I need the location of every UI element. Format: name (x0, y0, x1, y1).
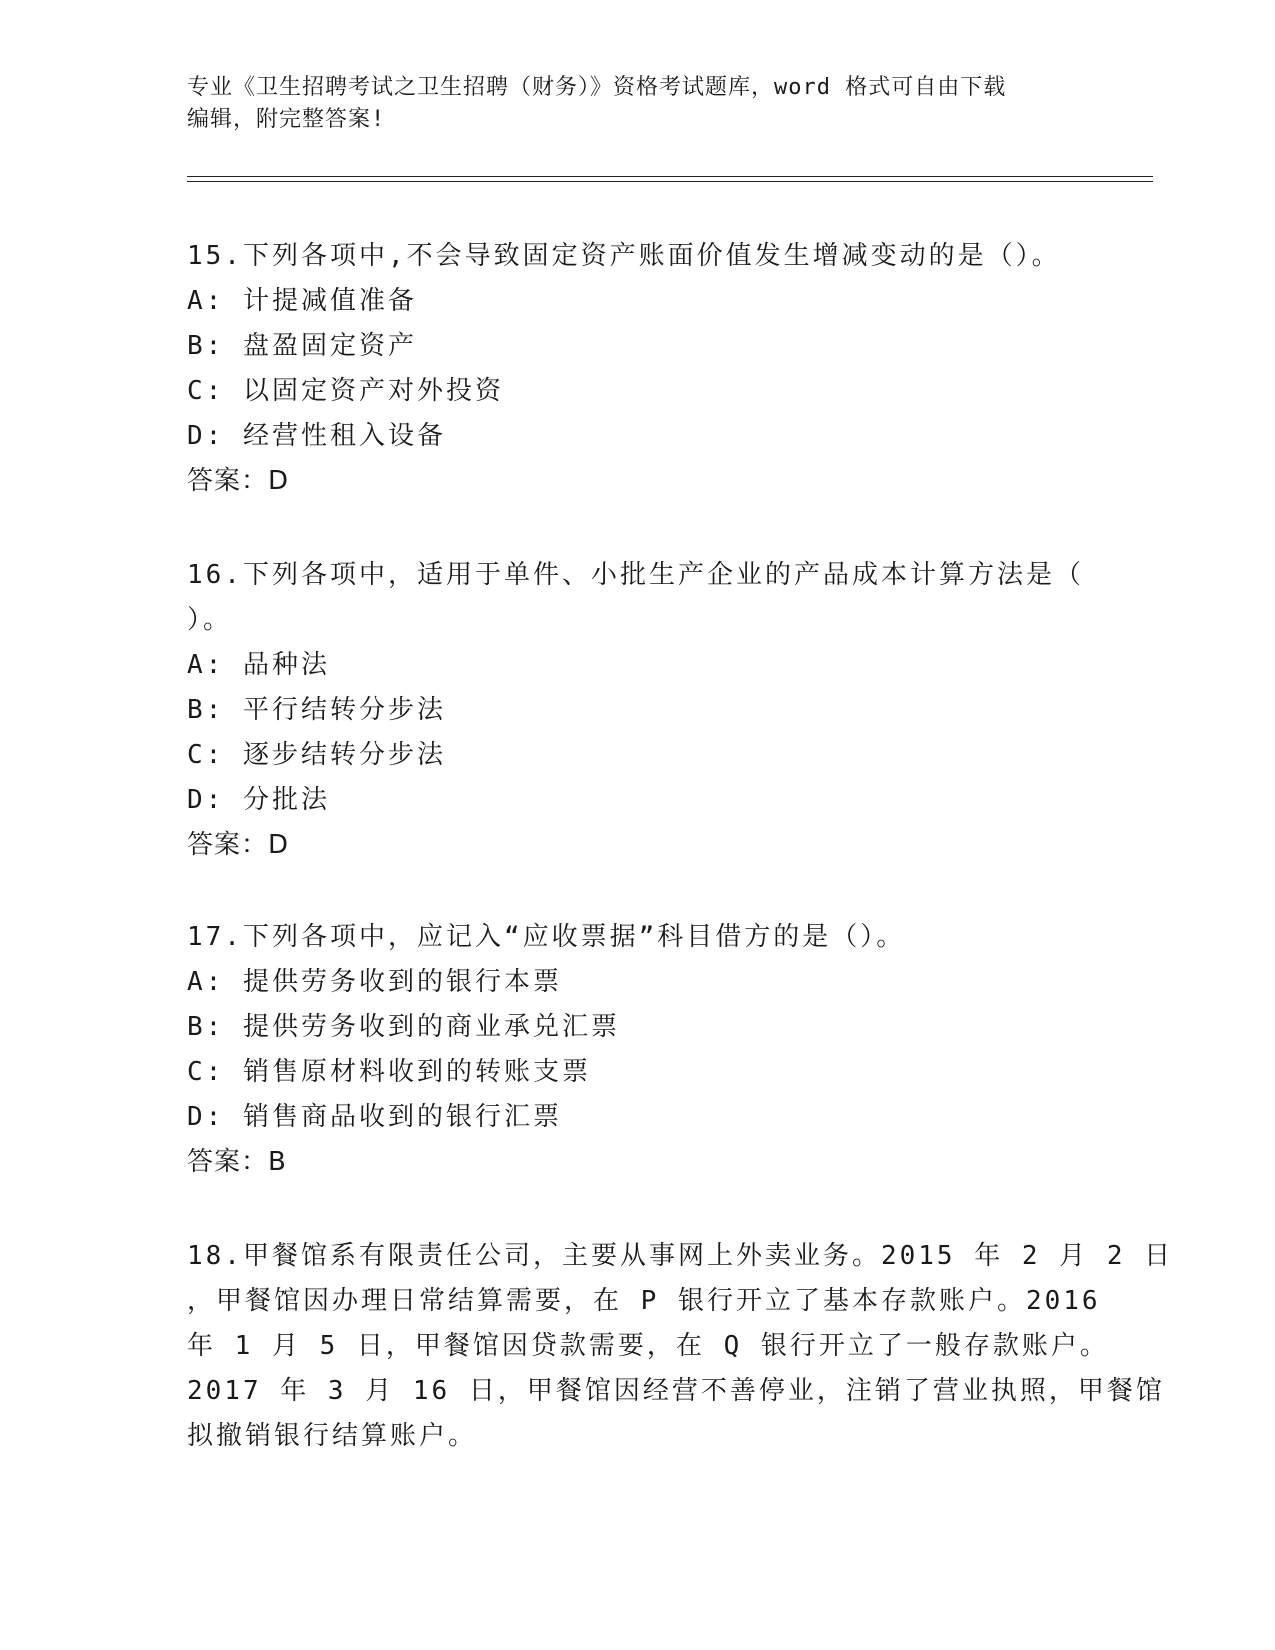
question-stem-continued: 拟撤销银行结算账户。 (187, 1421, 478, 1451)
option-b: B: 盘盈固定资产 (187, 331, 417, 361)
question-stem-continued: 2017 年 3 月 16 日，甲餐馆因经营不善停业，注销了营业执照，甲餐馆 (187, 1376, 1165, 1406)
question-stem: 15.下列各项中,不会导致固定资产账面价值发生增减变动的是（）。 (187, 241, 1061, 271)
question-stem: 16.下列各项中，适用于单件、小批生产企业的产品成本计算方法是（ (187, 560, 1084, 590)
header-rule-bottom (187, 181, 1153, 182)
question-17 (187, 915, 1087, 1185)
header-line-1: 专业《卫生招聘考试之卫生招聘（财务）》资格考试题库，word 格式可自由下载 (187, 75, 1007, 100)
answer: 答案：D (187, 466, 290, 496)
question-18 (187, 1234, 1174, 1459)
option-a: A: 品种法 (187, 650, 330, 680)
header-rule-top (187, 176, 1153, 177)
question-stem-continued: 年 1 月 5 日，甲餐馆因贷款需要，在 Q 银行开立了一般存款账户。 (187, 1331, 1109, 1361)
option-d: D: 销售商品收到的银行汇票 (187, 1102, 562, 1132)
option-b: B: 平行结转分步法 (187, 695, 446, 725)
option-c: C: 销售原材料收到的转账支票 (187, 1057, 591, 1087)
question-stem-continued: ，甲餐馆因办理日常结算需要，在 P 银行开立了基本存款账户。2016 (187, 1286, 1101, 1316)
option-b: B: 提供劳务收到的商业承兑汇票 (187, 1012, 620, 1042)
header-line-2: 编辑，附完整答案! (187, 107, 386, 132)
question-stem: 17.下列各项中，应记入“应收票据”科目借方的是（）。 (187, 922, 906, 952)
option-c: C: 以固定资产对外投资 (187, 376, 504, 406)
question-16 (187, 553, 1087, 868)
question-15 (187, 234, 1087, 504)
option-a: A: 计提减值准备 (187, 286, 417, 316)
document-header (187, 72, 1087, 136)
answer: 答案：D (187, 830, 290, 860)
option-a: A: 提供劳务收到的银行本票 (187, 967, 562, 997)
option-d: D: 经营性租入设备 (187, 421, 446, 451)
option-c: C: 逐步结转分步法 (187, 740, 446, 770)
question-stem: 18.甲餐馆系有限责任公司，主要从事网上外卖业务。2015 年 2 月 2 日 (187, 1241, 1174, 1271)
option-d: D: 分批法 (187, 785, 330, 815)
answer: 答案：B (187, 1147, 287, 1177)
question-stem-continued: ）。 (187, 605, 233, 635)
